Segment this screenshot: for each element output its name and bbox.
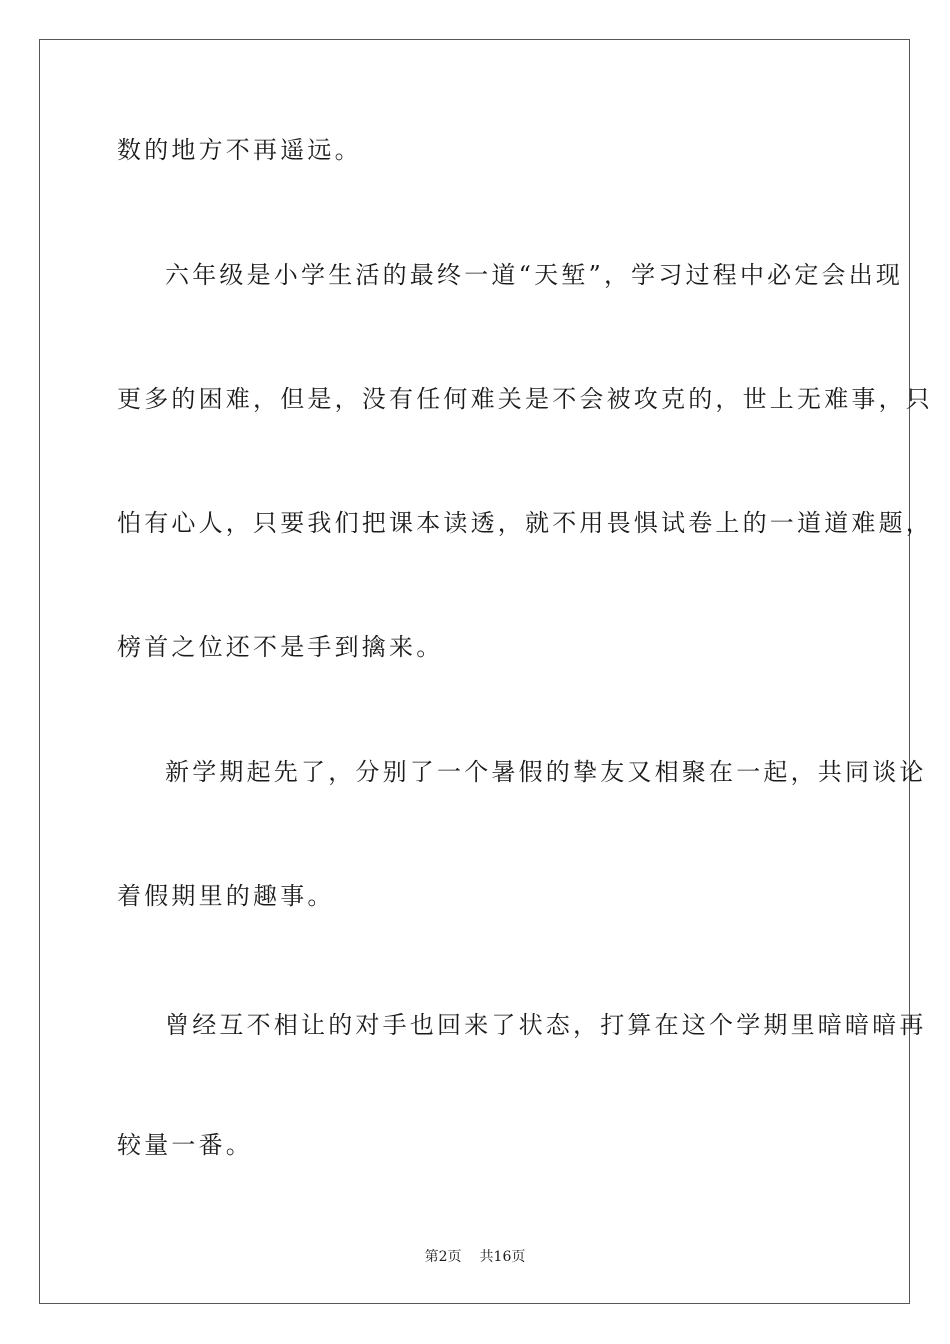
text-line-8: 曾经互不相让的对手也回来了状态，打算在这个学期里暗暗暗再 xyxy=(165,1011,927,1039)
text-line-7: 着假期里的趣事。 xyxy=(117,882,335,910)
text-line-3: 更多的困难，但是，没有任何难关是不会被攻克的，世上无难事，只 xyxy=(117,385,933,413)
text-line-1: 数的地方不再遥远。 xyxy=(117,136,362,164)
page-total: 共16页 xyxy=(479,1249,526,1265)
page-frame xyxy=(39,39,933,1304)
text-line-5: 榜首之位还不是手到擒来。 xyxy=(117,633,444,661)
text-line-6: 新学期起先了，分别了一个暑假的挚友又相聚在一起，共同谈论 xyxy=(165,758,927,786)
text-line-9: 较量一番。 xyxy=(117,1131,253,1159)
page-footer xyxy=(0,1247,950,1267)
text-line-4: 怕有心人，只要我们把课本读透，就不用畏惧试卷上的一道道难题， xyxy=(117,509,933,537)
page-number: 第2页 xyxy=(424,1249,462,1265)
text-line-2: 六年级是小学生活的最终一道“天堑”，学习过程中必定会出现 xyxy=(165,261,904,289)
